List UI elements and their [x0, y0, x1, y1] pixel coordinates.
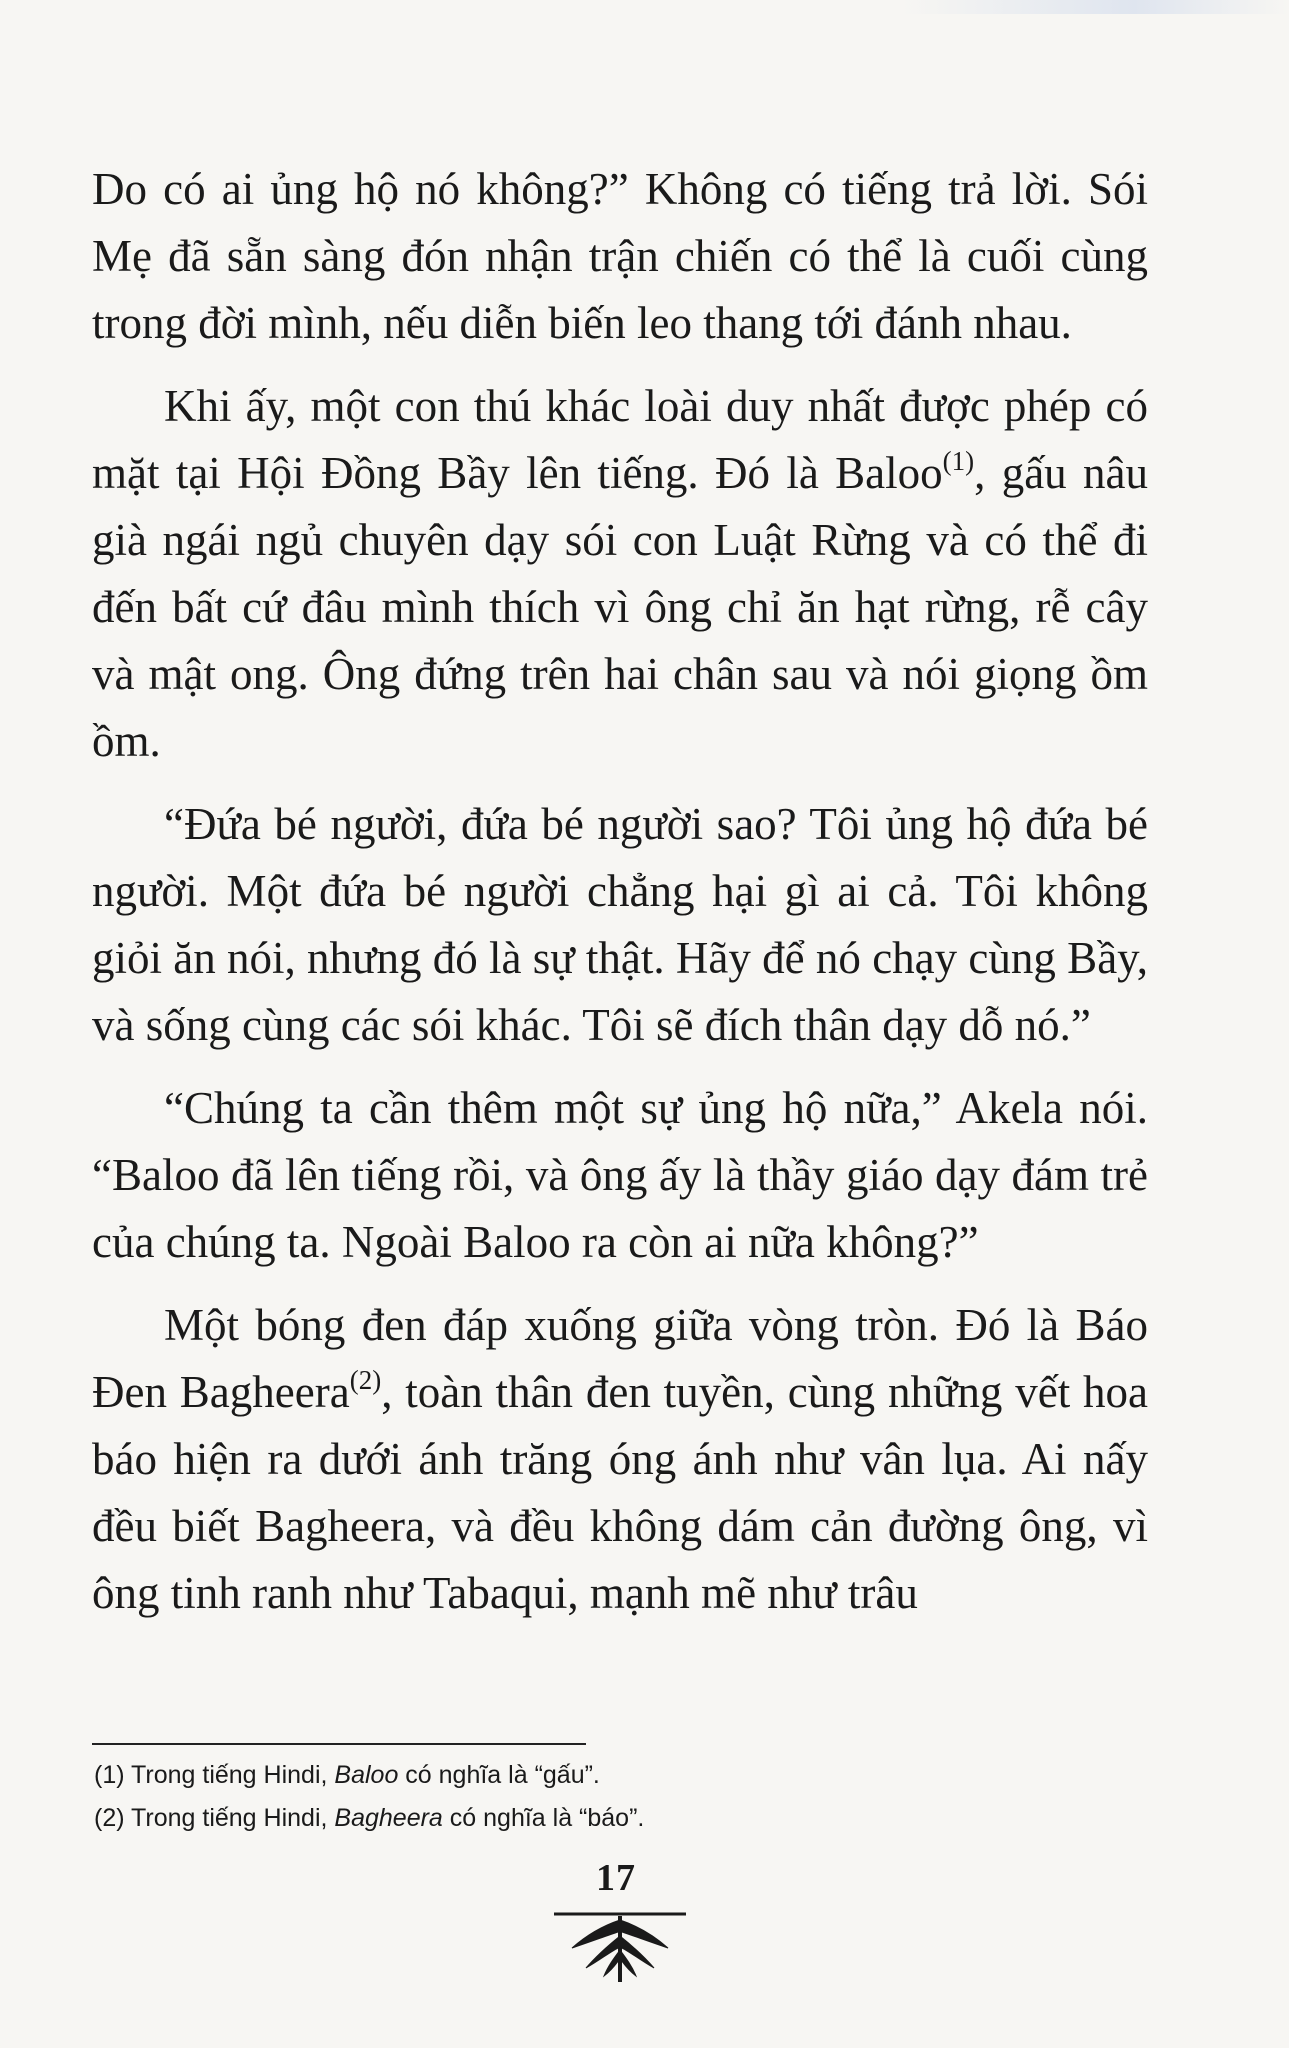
paragraph-1-text: Do có ai ủng hộ nó không?” Không có tiếng trả lời. Sói Mẹ đã sẵn sàng đón nhận trận chiến có thể là cuối cùng trong đời mình, nếu diễn biến leo thang tới đánh nhau. [92, 164, 1148, 348]
paragraph-5 [92, 1292, 1148, 1627]
fleuron-ornament-icon [550, 1902, 690, 1986]
paragraph-3 [92, 791, 1148, 1059]
paragraph-5-text-end: , toàn thân đen tuyền, cùng những vết hoa báo hiện ra dưới ánh trăng óng ánh như vân lụa. Ai nấy đều biết Bagheera, và đều không dám cản đường ông, vì ông tinh ranh như Tabaqui, mạnh mẽ như trâu [92, 1367, 1148, 1618]
page-number: 17 [596, 1857, 636, 1899]
footnote-ref-1: (1) [942, 446, 975, 476]
footnote-2-suffix: có nghĩa là “báo”. [442, 1804, 645, 1832]
footnote-divider [92, 1743, 586, 1745]
page-body [92, 156, 1148, 1643]
footnote-1-prefix: (1) Trong tiếng Hindi, [94, 1761, 335, 1789]
footnote-ref-2: (2) [349, 1365, 382, 1395]
paragraph-3-text: “Đứa bé người, đứa bé người sao? Tôi ủng hộ đứa bé người. Một đứa bé người chẳng hại gì ai cả. Tôi không giỏi ăn nói, nhưng đó là sự thật. Hãy để nó chạy cùng Bầy, và sống cùng các sói khác. Tôi sẽ đích thân dạy dỗ nó.” [92, 799, 1148, 1050]
footnotes [94, 1754, 1144, 1840]
paragraph-2-text-end: , gấu nâu già ngái ngủ chuyên dạy sói con Luật Rừng và có thể đi đến bất cứ đâu mình thích vì ông chỉ ăn hạt rừng, rễ cây và mật ong. Ông đứng trên hai chân sau và nói giọng ồm ồm. [92, 448, 1148, 766]
footnote-1-term: Baloo [334, 1761, 399, 1789]
paragraph-4-text: “Chúng ta cần thêm một sự ủng hộ nữa,” Akela nói. “Baloo đã lên tiếng rồi, và ông ấy là thầy giáo dạy đám trẻ của chúng ta. Ngoài Baloo ra còn ai nữa không?” [92, 1083, 1148, 1267]
paragraph-5-text-start: Một bóng đen đáp xuống giữa vòng tròn. Đó là Báo Đen Bagheera [92, 1300, 1148, 1417]
footnote-2-term: Bagheera [334, 1804, 443, 1832]
footnote-2 [94, 1797, 1144, 1840]
footnote-1-suffix: có nghĩa là “gấu”. [398, 1761, 600, 1789]
footnote-2-prefix: (2) Trong tiếng Hindi, [94, 1804, 335, 1832]
paragraph-2 [92, 373, 1148, 775]
footnote-1 [94, 1754, 1144, 1797]
page-top-edge [0, 0, 1289, 14]
paragraph-4 [92, 1075, 1148, 1276]
paragraph-1 [92, 156, 1148, 357]
paragraph-2-text-start: Khi ấy, một con thú khác loài duy nhất được phép có mặt tại Hội Đồng Bầy lên tiếng. Đó là Baloo [92, 381, 1148, 498]
